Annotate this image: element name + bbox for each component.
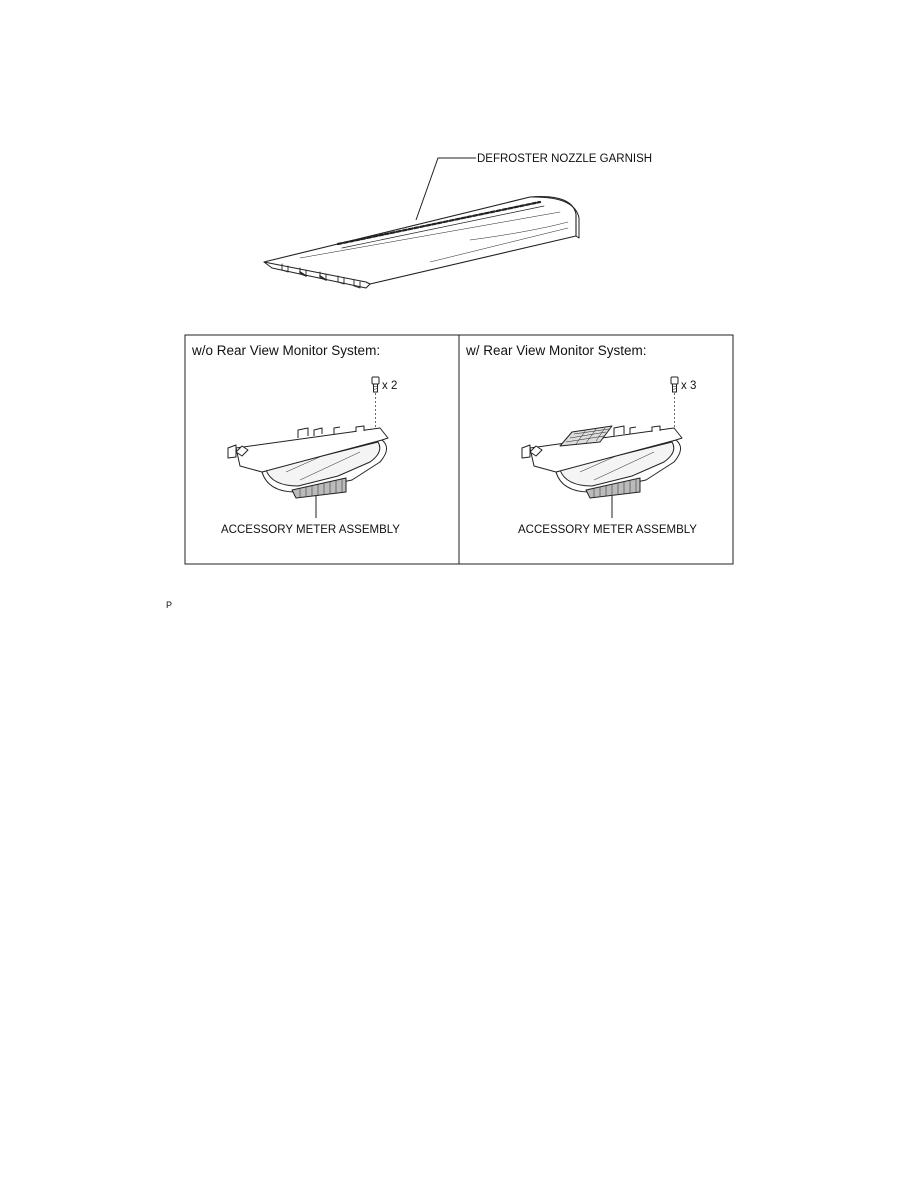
panel-title-without-monitor: w/o Rear View Monitor System: [192, 343, 381, 358]
accessory-meter-assembly-illustration [522, 426, 682, 498]
page-marker: P [166, 600, 173, 610]
panel-title-with-monitor: w/ Rear View Monitor System: [466, 343, 647, 358]
part-label: ACCESSORY METER ASSEMBLY [221, 524, 400, 536]
garnish-callout-label: DEFROSTER NOZZLE GARNISH [477, 153, 653, 165]
garnish-leader-line [416, 158, 476, 220]
defroster-nozzle-garnish-illustration [264, 197, 579, 288]
accessory-meter-assembly-illustration [228, 426, 388, 498]
part-label: ACCESSORY METER ASSEMBLY [518, 524, 697, 536]
bolt-quantity: x 3 [681, 380, 697, 392]
bolt-icon [372, 377, 379, 392]
bolt-icon [671, 377, 678, 392]
bolt-quantity: x 2 [382, 380, 398, 392]
